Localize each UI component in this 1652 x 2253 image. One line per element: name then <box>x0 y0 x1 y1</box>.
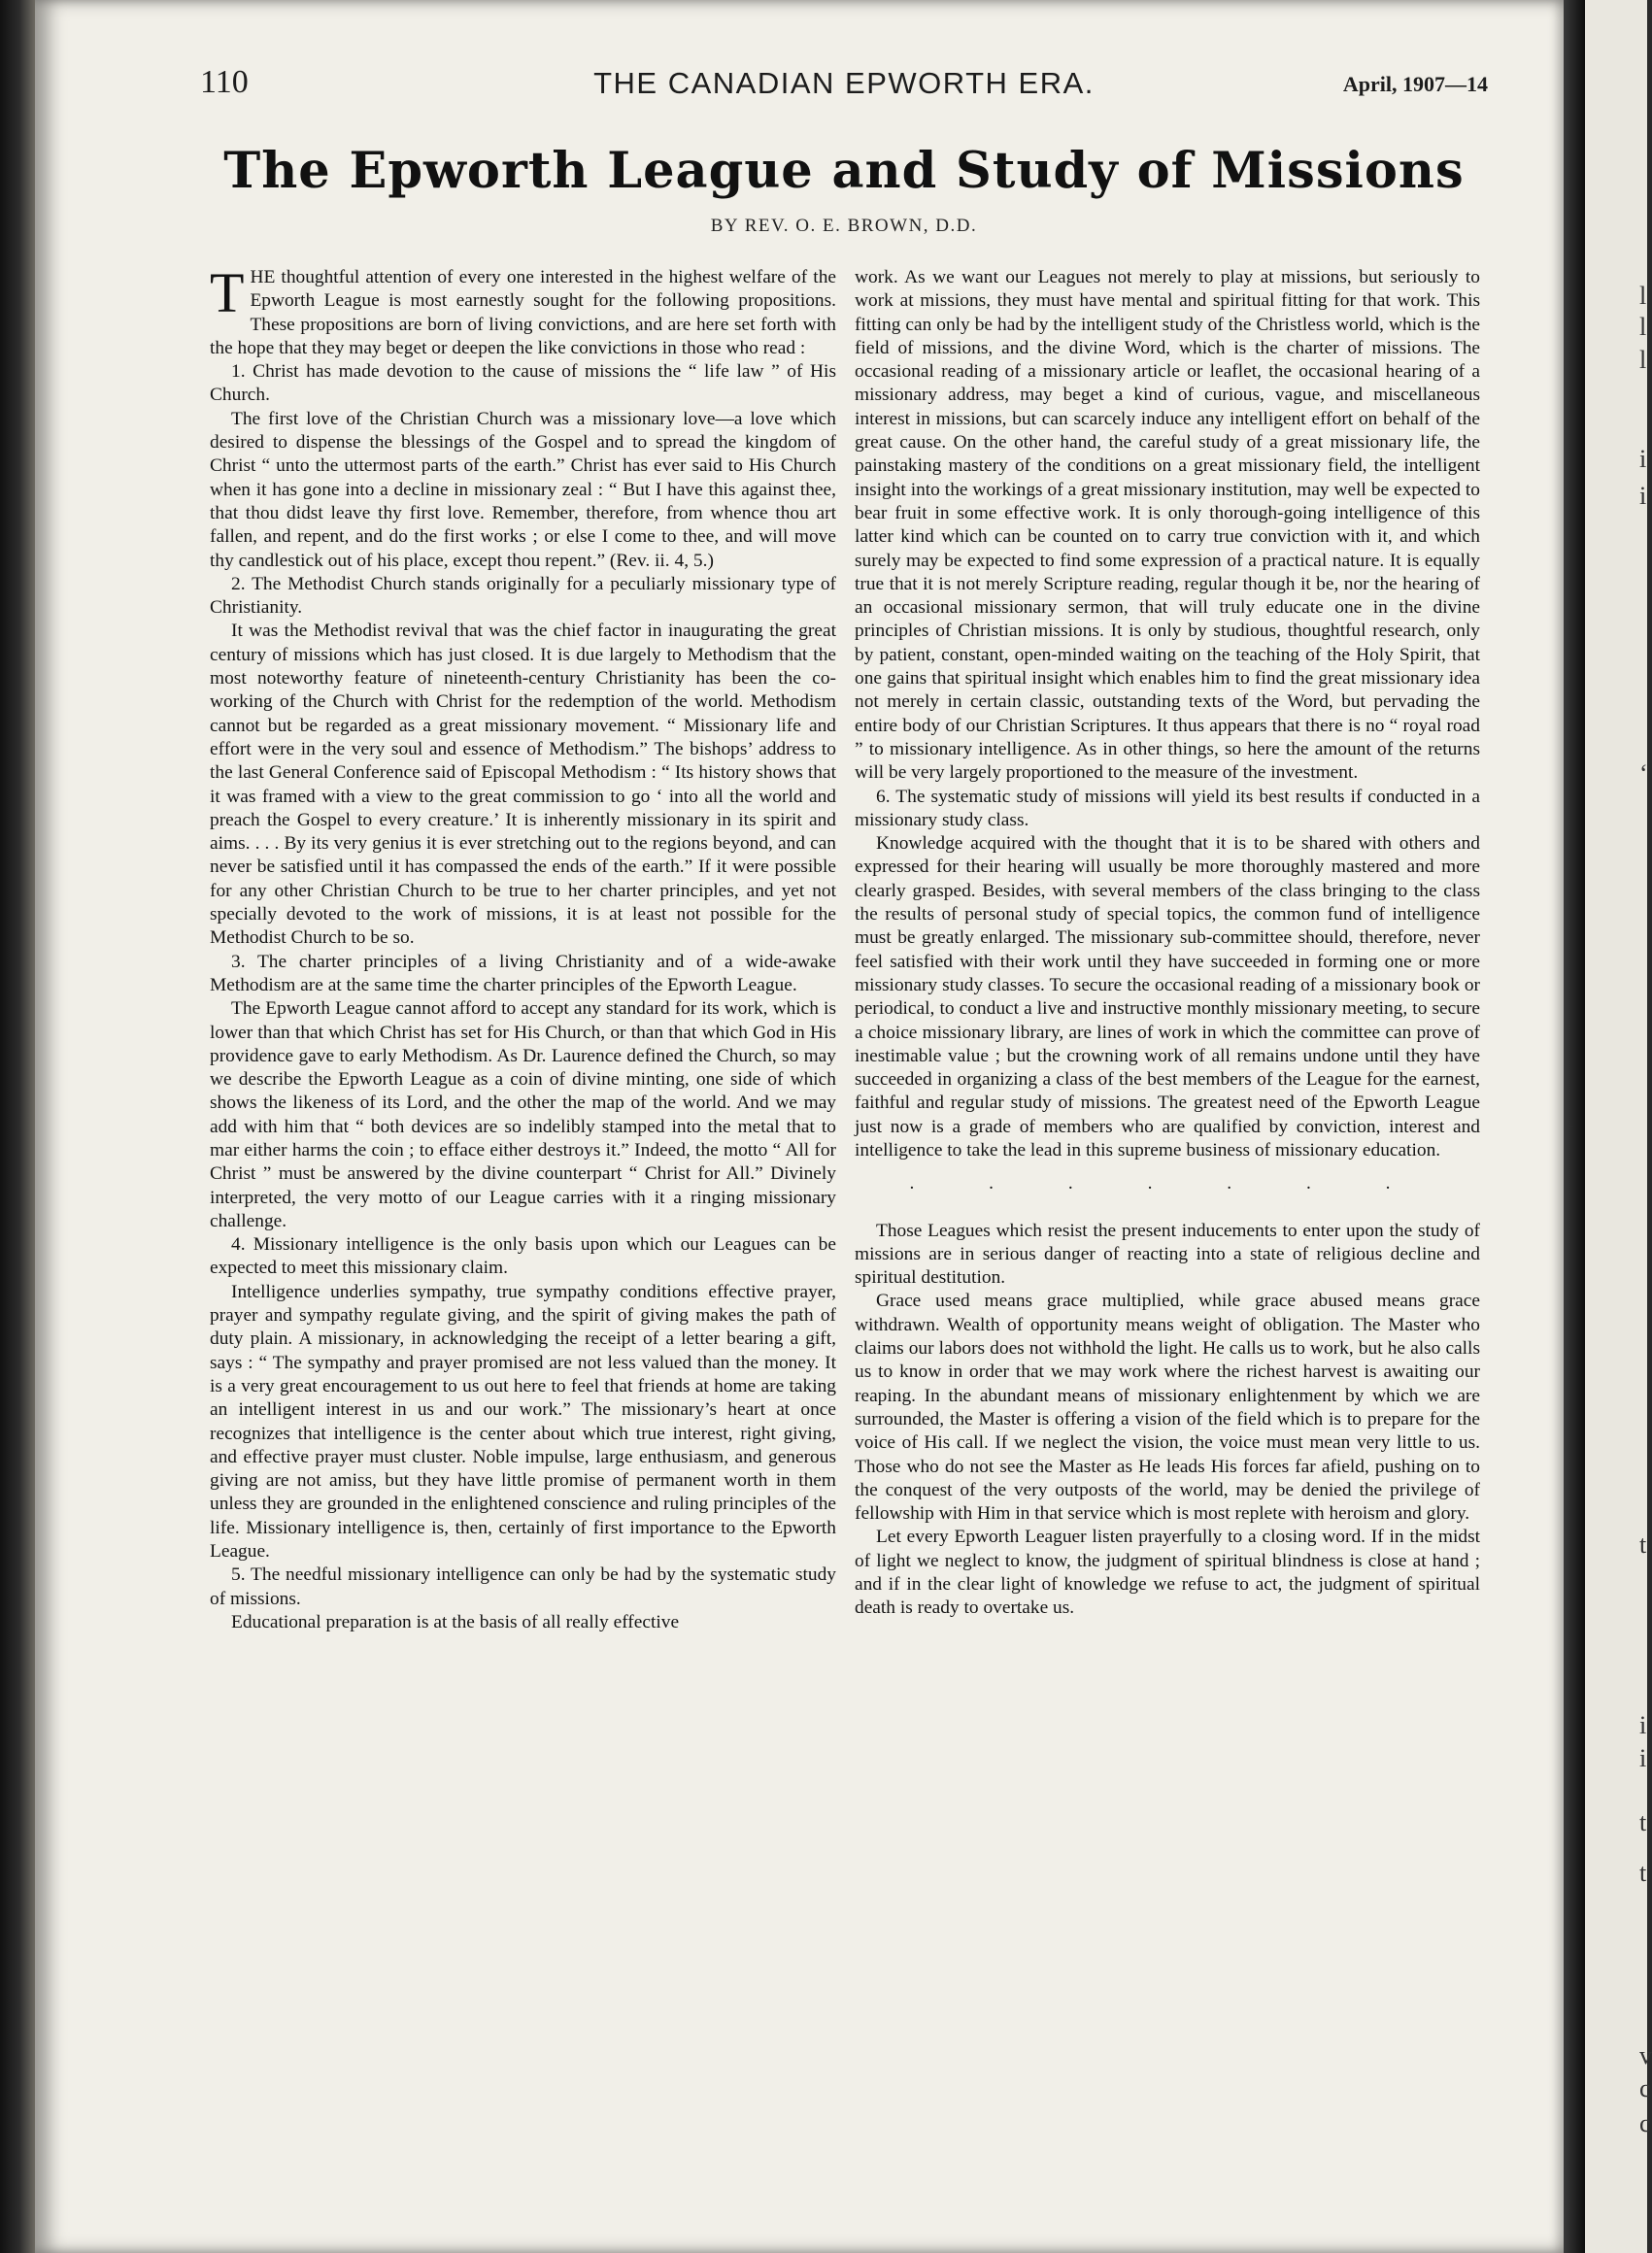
proposition-6: 6. The systematic study of missions will yield its best results if conducted in a missionary study class. <box>855 786 1480 830</box>
closing-paragraph: Those Leagues which resist the present inducements to enter upon the study of missions are in serious danger of reacting into a state of religious decline and spiritual destitution. <box>855 1220 1480 1289</box>
left-column <box>210 261 836 1634</box>
journal-title: THE CANADIAN EPWORTH ERA. <box>593 66 1095 100</box>
body-paragraph: The first love of the Christian Church was a missionary love—a love which desired to dispense the blessings of the Gospel and to spread the kingdom of Christ “ unto the uttermost parts of the earth.” Christ has ever said to His Church when it has gone into a decline in missionary zeal : “ But I have this against thee, that thou didst leave thy first love. Remember, therefore, from whence thou art fallen, and repent, and do the first works ; or else I come to thee, and will move thy candlestick out of his place, except thou repent.” (Rev. ii. 4, 5.) <box>210 408 836 571</box>
adjacent-fragment: i <box>1639 482 1647 510</box>
proposition-2: 2. The Methodist Church stands originally for a peculiarly missionary type of Christianity. <box>210 573 836 619</box>
closing-paragraph: Grace used means grace multiplied, while grace abused means grace withdrawn. Wealth of opportunity means weight of obligation. The Master who claims our labors does not withhold the light. He calls us to work, but he also calls us to know in order that we may work where the richest harvest is awaiting our reaping. In the abundant means of missionary enlightenment by which we are surrounded, the Master is offering a vision of the field which is to prepare for the voice of His call. If we neglect the vision, the voice must mean very little to us. Those who do not see the Master as He leads His forces far afield, pushing on to the conquest of the very outposts of the world, may be denied the privilege of fellowship with Him in that service which is most replete with heroism and glory. <box>855 1291 1480 1525</box>
article-byline: BY REV. O. E. BROWN, D.D. <box>710 216 978 236</box>
issue-date: April, 1907—14 <box>1342 72 1488 96</box>
continued-paragraph: work. As we want our Leagues not merely to play at missions, but seriously to work at missions, they must have mental and spiritual fitting for that work. This fitting can only be had by the intelligent study of the Christless world, which is the field of missions, and the divine Word, which is the charter of missions. The occasional reading of a missionary article or leaflet, the occasional hearing of a missionary address, may beget a kind of curious, vague, and miscellaneous interest in missions, but can scarcely induce any intelligent effort on behalf of the great cause. On the other hand, the careful study of a great missionary life, the painstaking mastery of the conditions on a great missionary field, the intelligent insight into the workings of a great missionary institution, may well be expected to bear fruit in some effective work. It is only thorough-going intelligence of this latter kind which can be counted on to carry true conviction with it, and which surely may be expected to find some expression of a practical nature. It is equally true that it is not merely Scripture reading, regular though it be, nor the hearing of an occasional missionary sermon, that will truly educate one in the divine principles of Christian missions. It is only by studious, thoughtful research, only by patient, constant, open-minded waiting on the teaching of the Holy Spirit, that one gains that spiritual insight which enables him to find the great missionary idea not merely in certain classic, outstanding texts of the Word, but pervading the entire body of our Christian Scriptures. It thus appears that there is no “ royal road ” to missionary intelligence. As in other things, so here the amount of the returns will be very largely proportioned to the measure of the investment. <box>855 267 1480 784</box>
adjacent-fragment: i <box>1639 445 1647 473</box>
intro-text: HE thoughtful attention of every one interested in the highest welfare of the Epworth League is most earnestly sought for the following propositions. These propositions are born of living convictions, and are here set forth with the hope that they may beget or deepen the like convictions in those who read : <box>210 267 836 358</box>
page-number: 110 <box>200 64 249 100</box>
body-paragraph: Intelligence underlies sympathy, true sympathy conditions effective prayer, prayer and sympathy regulate giving, and the spirit of giving makes the path of duty plain. A missionary, in acknowledging the receipt of a letter bearing a gift, says : “ The sympathy and prayer promised are not less valued than the money. It is a very great encouragement to us out here to feel that friends at home are taking an intelligent interest in us and our work.” The missionary’s heart at once recognizes that intelligence is the center about which true interest, right giving, and effective prayer must cluster. Noble impulse, large enthusiasm, and generous giving are not amiss, but they have little promise of permanent worth in them unless they are grounded in the enlightened conscience and ruling principles of the life. Missionary intelligence is, then, certainly of first importance to the Epworth League. <box>210 1281 836 1563</box>
closing-paragraph: Let every Epworth Leaguer listen prayerfully to a closing word. If in the midst of light we neglect to know, the judgment of spiritual blindness is close at hand ; and if in the clear light of knowledge we refuse to act, the judgment of spiritual death is ready to overtake us. <box>855 1527 1480 1619</box>
article-title: The Epworth League and Study of Missions <box>223 142 1465 200</box>
adjacent-fragment: i <box>1639 1744 1647 1772</box>
adjacent-fragment: c <box>1639 2074 1651 2102</box>
adjacent-fragment: i <box>1639 1711 1647 1739</box>
adjacent-fragment: t <box>1639 1808 1647 1836</box>
book-binding <box>0 0 35 2253</box>
proposition-5: 5. The needful missionary intelligence can only be had by the systematic study of missions. <box>210 1564 836 1609</box>
right-column <box>855 266 1480 1621</box>
drop-cap: T <box>210 261 245 324</box>
proposition-1: 1. Christ has made devotion to the cause of missions the “ life law ” of His Church. <box>210 361 836 406</box>
proposition-4: 4. Missionary intelligence is the only basis upon which our Leagues can be expected to meet this missionary claim. <box>210 1234 836 1279</box>
body-paragraph: Educational preparation is at the basis of all really effective <box>231 1611 680 1632</box>
adjacent-fragment: ‘ <box>1639 759 1648 788</box>
page-gutter-shadow <box>1564 0 1585 2253</box>
section-separator: . . . . . . . <box>909 1173 1426 1194</box>
running-head <box>200 64 1488 113</box>
adjacent-fragment: t <box>1639 1859 1647 1887</box>
proposition-3: 3. The charter principles of a living Christianity and of a wide-awake Methodism are at the same time the charter principles of the Epworth League. <box>210 951 836 995</box>
body-paragraph: Knowledge acquired with the thought that it is to be shared with others and expressed for their hearing will usually be more thoroughly mastered and more clearly grasped. Besides, with several members of the class bringing to the class the results of personal study of special topics, the common fund of intelligence must be greatly enlarged. The missionary sub-committee should, therefore, never feel satisfied with their work until they have succeeded in forming one or more missionary study classes. To secure the occasional reading of a missionary book or periodical, to conduct a live and instructive monthly missionary meeting, to secure a choice missionary library, are lines of work in which the committee can prove of inestimable value ; but the crowning work of all remains undone until they have succeeded in organizing a class of the best members of the League for the earnest, faithful and regular study of missions. The greatest need of the Epworth League just now is a grade of members who are qualified by conviction, interest and intelligence to take the lead in this supreme business of missionary education. <box>855 833 1480 1160</box>
body-paragraph: The Epworth League cannot afford to accept any standard for its work, which is lower than that which Christ has set for His Church, or than that which God in His providence gave to early Methodism. As Dr. Laurence defined the Church, so may we describe the Epworth League as a coin of divine minting, one side of which shows the likeness of its Lord, and the other the map of the world. And we may add with him that “ both devices are so indelibly stamped into the metal that to mar either harms the coin ; to efface either destroys it.” Indeed, the motto “ All for Christ ” must be answered by the divine counterpart “ Christ for All.” Divinely interpreted, the very motto of our League carries with it a ringing missionary challenge. <box>210 998 836 1231</box>
intro-paragraph <box>210 261 836 360</box>
adjacent-fragment: c <box>1639 2109 1651 2137</box>
adjacent-fragment: v <box>1639 2041 1652 2069</box>
adjacent-fragment: l <box>1639 346 1647 374</box>
adjacent-page-edge <box>1585 0 1652 2253</box>
adjacent-fragment: t <box>1639 1530 1647 1559</box>
adjacent-fragment: l <box>1639 313 1647 341</box>
body-paragraph: It was the Methodist revival that was the chief factor in inaugurating the great century of missions which has just closed. It is due largely to Methodism that the most noteworthy feature of nineteenth-century Christianity has been the co-working of the Church with Christ for the redemption of the world. Methodism cannot but be regarded as a great missionary movement. “ Missionary life and effort were in the very soul and essence of Methodism.” The bishops’ address to the last General Conference said of Episcopal Methodism : “ Its history shows that it was framed with a view to the great commission to go ‘ into all the world and preach the Gospel to every creature.’ It is inherently missionary in its spirit and aims. . . . By its very genius it is ever stretching out to the regions beyond, and can never be satisfied until it has compassed the ends of the earth.” If it were possible for any other Christian Church to be true to her charter principles, and yet not specially devoted to the work of missions, it is at least not possible for the Methodist Church to be so. <box>210 621 836 949</box>
adjacent-fragment: l <box>1639 282 1647 310</box>
